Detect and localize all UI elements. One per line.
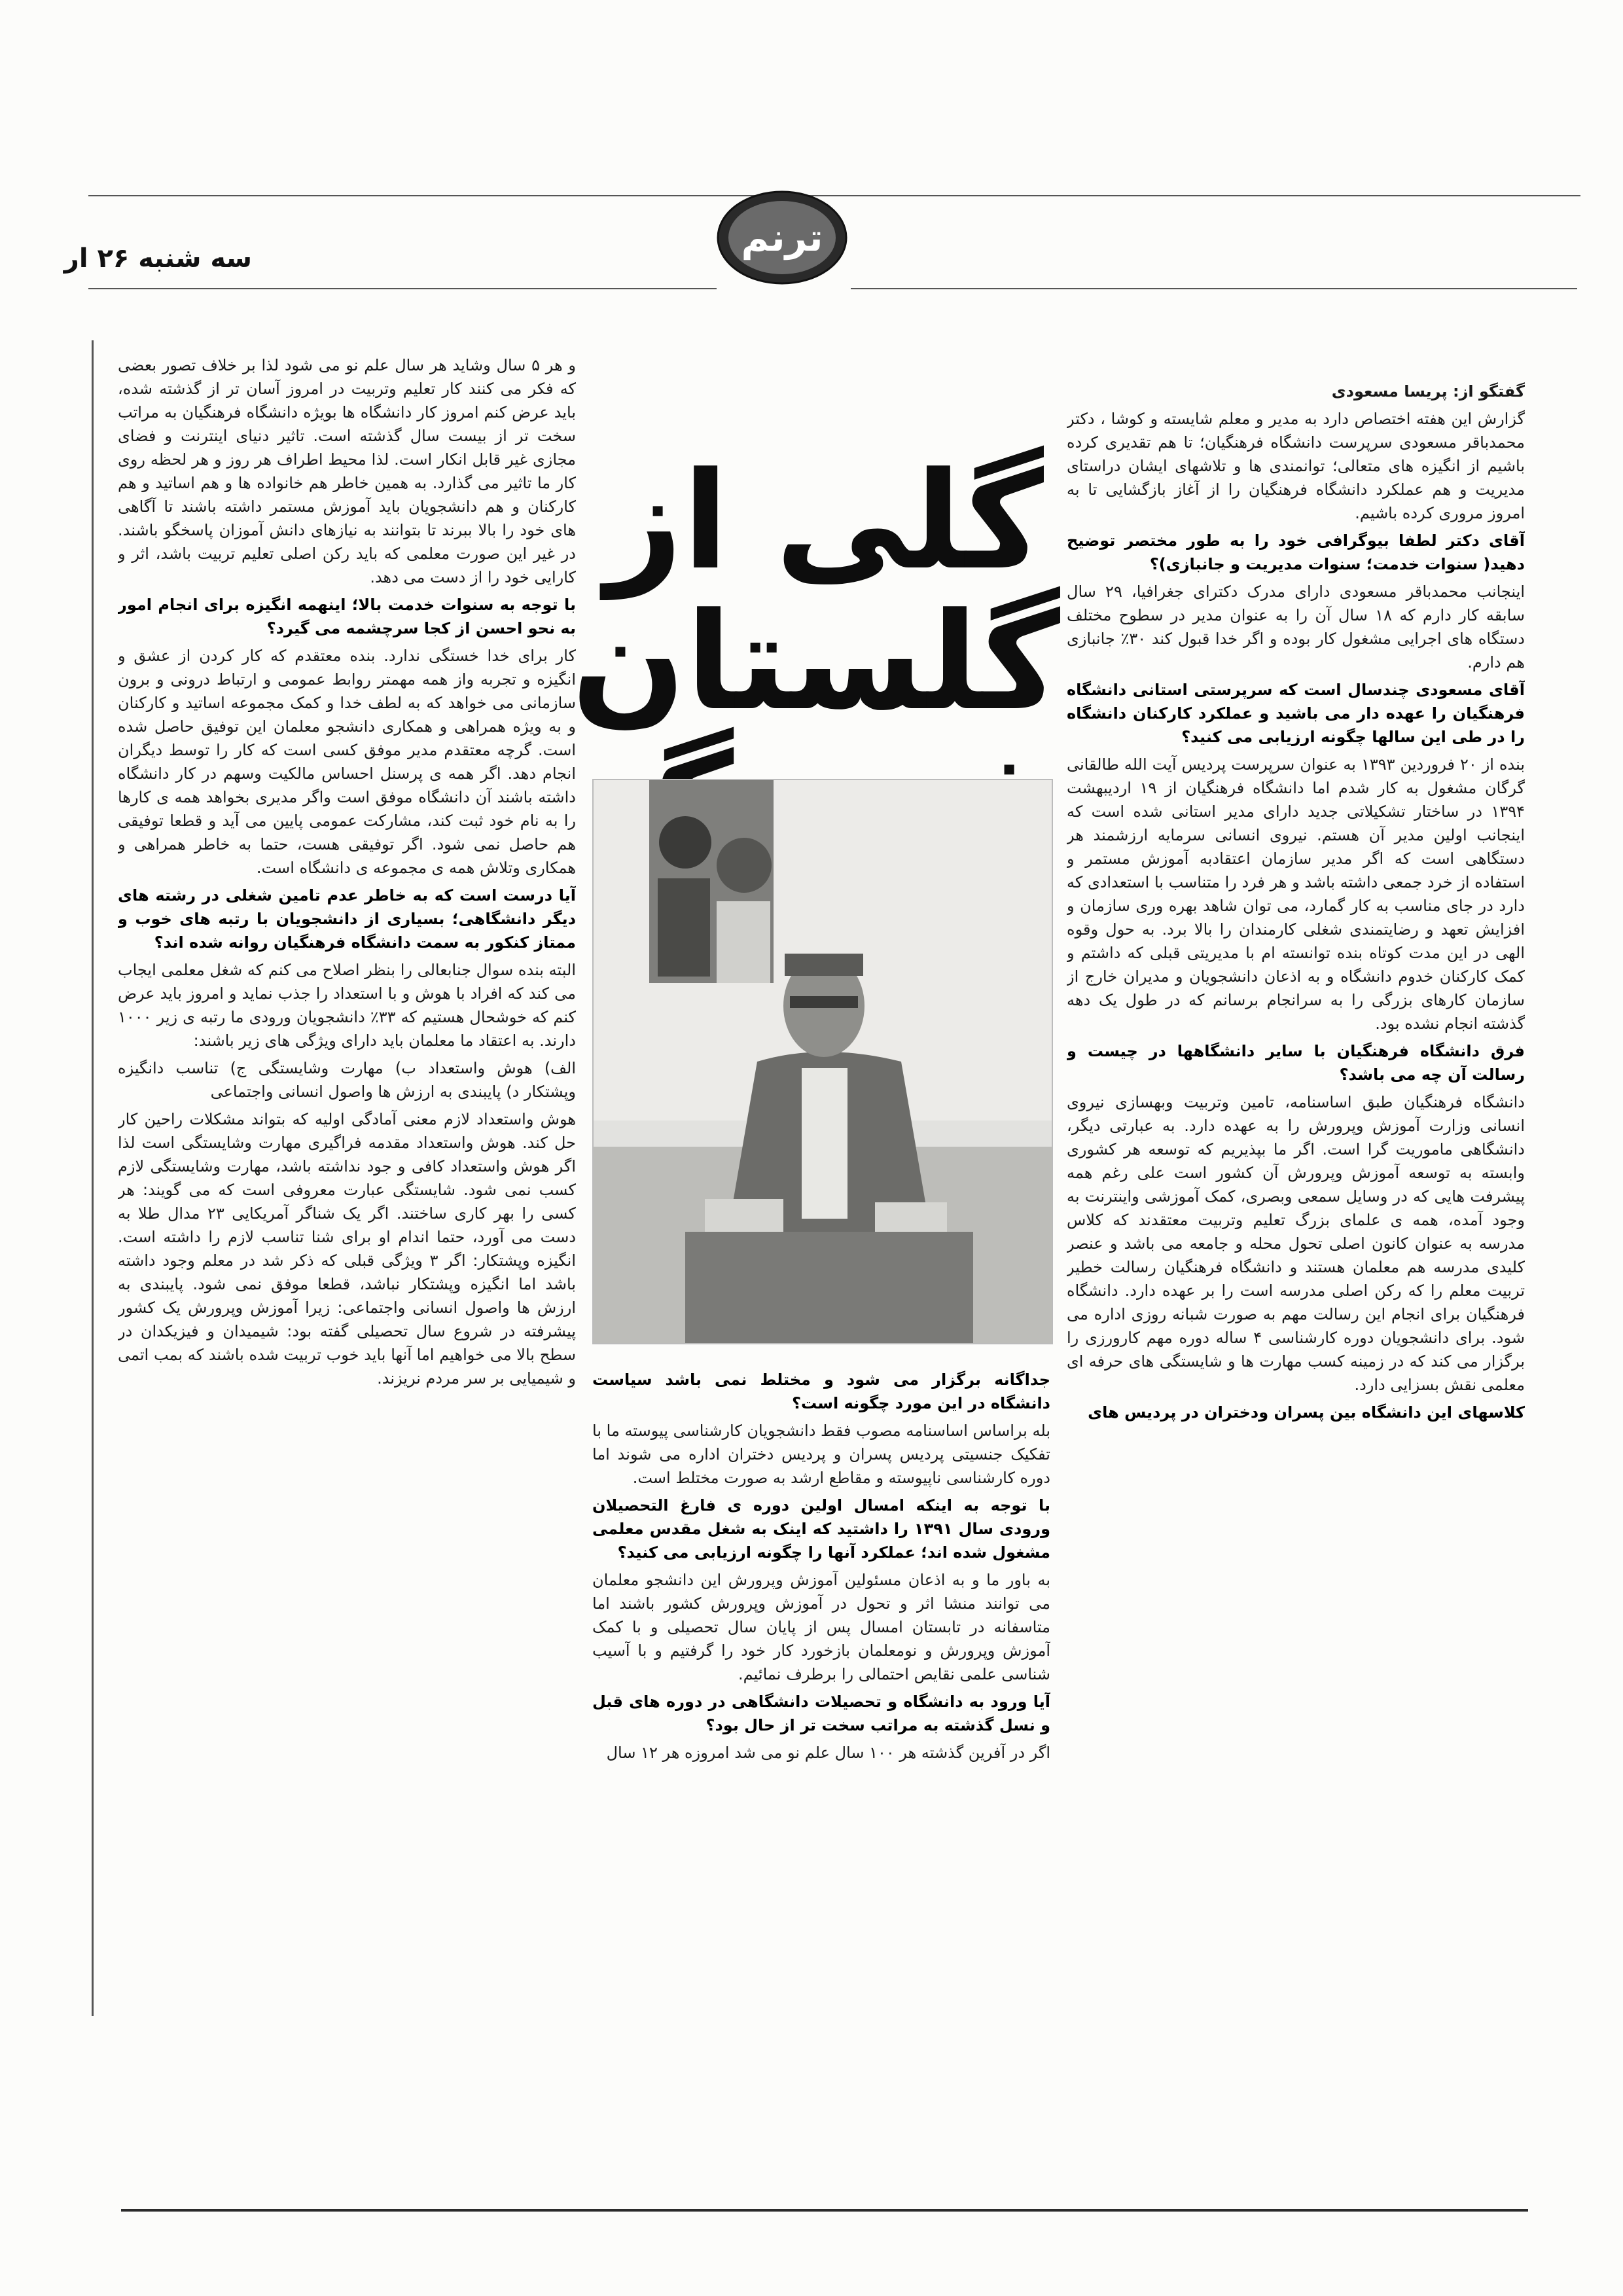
col-right-q1: آقای دکتر لطفا بیوگرافی خود را به طور مختصر توضیح دهید( سنوات خدمت؛ سنوات مدیریت و جانبازی)؟ <box>1067 531 1525 573</box>
col-right-p3: اینجانب محمدباقر مسعودی دارای مدرک دکترای جغرافیا، ۲۹ سال سابقه کار دارم که ۱۸ سال آن را به عنوان مدیر در سطوح مختلف دستگاه های اجرایی مشغول کار بوده و اگر خدا قبول کند ۳۰٪ جانبازی هم دارم. <box>1067 583 1525 672</box>
col-middle-p2: به باور ما و به اذعان مسئولین آموزش وپرورش این دانشجو معلمان می توانند منشا اثر و تحول در آموزش وپرورش کشور باشند اما متاسفانه در تابستان امسال پس از پایان سال تحصیلی و با کمک آموزش وپرورش و نومعلمان بازخورد کار خود را گرفتیم و با آسیب شناسی علمی نقایص احتمالی را برطرف نمائیم. <box>592 1571 1050 1683</box>
col-left-p3: البته بنده سوال جنابعالی را بنظر اصلاح می کنم که شغل معلمی ایجاب می کند که افراد با هوش و با استعداد را جذب نماید و امروز باید عرض کنم که خوشحال هستیم که ۳۳٪ دانشجویان ورودی ما رتبه ی زیر ۱۰۰۰ دارند. به اعتقاد ما معلمان باید دارای ویژگی های زیر باشند: <box>118 961 576 1050</box>
interview-photo <box>592 779 1053 1344</box>
publication-logo <box>713 187 851 288</box>
logo-text: ترنم <box>741 215 823 260</box>
col-right-p2: گزارش این هفته اختصاص دارد به مدیر و معلم شایسته و کوشا ، دکتر محمدباقر مسعودی سرپرست دانشگاه فرهنگیان؛ تا هم تقدیری کرده باشیم از انگیزه های متعالی؛ توانمندی ها و تلاشهای ایشان دراستای مدیریت و هم عملکرد دانشگاه فرهنگیان را از آغاز بازگشایی تا به امروز مروری کرده باشیم. <box>1067 410 1525 522</box>
col-left-p4: الف) هوش واستعداد ب) مهارت وشایستگی ج) تناسب دانگیزه وپشتکار د) پایبندی به ارزش ها واصول انسانی واجتماعی <box>118 1059 576 1101</box>
col-left-q1: با توجه به سنوات خدمت بالا؛ اینهمه انگیزه برای انجام امور به نحو احسن از کجا سرچشمه می گیرد؟ <box>118 596 576 637</box>
col-left-p5: هوش واستعداد لازم معنی آمادگی اولیه که بتواند مشکلات راحین کار حل کند. هوش واستعداد مقدمه فراگیری مهارت وشایستگی است لذا اگر هوش واستعداد کافی و جود نداشته باشد، مهارت وشایستگی لازم کسب نمی شود. شایستگی عبارت معروفی است که می گویند: هر کسی را بهر کاری ساختند. اگر یک شناگر آمریکایی ۲۳ مدال طلا به دست می آورد، حتما اندام او برای شنا تناسب لازم را داشته است. انگیزه وپشتکار: اگر ۳ ویژگی قبلی که ذکر شد در معلم وجود داشته باشد اما انگیزه وپشتکار نباشد، قطعا موفق نمی شود. پایبندی به ارزش ها واصول انسانی واجتماعی: زیرا آموزش وپرورش یک کشور پیشرفته در شروع سال تحصیلی گفته بود: شیمیدان و فیزیکدان در سطح بالا می خواهیم اما آنها باید خوب تربیت شده باشند که بمب اتمی و شیمیایی بر سر مردم نریزند. <box>118 1110 576 1388</box>
col-middle-q2: با توجه به اینکه امسال اولین دوره ی فارغ التحصیلان ورودی سال ۱۳۹۱ را داشتید که اینک به شغل مقدس معلمی مشغول شده اند؛ عملکرد آنها را چگونه ارزیابی می کنید؟ <box>592 1496 1050 1562</box>
col-right-p1: گفتگو از: پریسا مسعودی <box>1331 382 1525 401</box>
col-right-q2: آقای مسعودی چندسال است که سرپرستی استانی دانشگاه فرهنگیان را عهده دار می باشید و عملکرد کارکنان دانشگاه را در طی این سالها چگونه ارزیابی می کنید؟ <box>1067 681 1525 746</box>
column-left <box>118 353 576 2173</box>
footer-rule <box>121 2209 1528 2212</box>
col-middle-p3: اگر در آفرین گذشته هر ۱۰۰ سال علم نو می شد امروزه هر ۱۲ سال <box>606 1744 1050 1762</box>
header-rule-under-logo <box>88 288 717 289</box>
header-rule-under-logo-right <box>851 288 1577 289</box>
title-line-1: گلی از <box>605 444 1044 600</box>
title-line-2: گلستان <box>571 584 1060 740</box>
col-left-p2: کار برای خدا خستگی ندارد. بنده معتقدم که کار کردن از عشق و انگیزه و تجربه واز همه مهمتر روابط عمومی و ارتباط درونی و برون سازمانی می خواهد که به لطف خدا و کمک مجموعه اساتید و کارکنان و به ویژه همراهی و همکاری دانشجو معلمان این توفیق حاصل شده است. گرچه معتقدم مدیر موفق کسی است که کار را توسط دیگران انجام دهد. اگر همه ی پرسنل احساس مالکیت وسهم در کار دانشگاه داشته باشند آن دانشگاه موفق است واگر مدیری بخواهد همه ی کارها را به نام خود ثبت کند، مشارکت عمومی پایین می آید و قطعا توفیقی هم حاصل نمی شود. اگر توفیقی هست، حتما به خاطر همراهی و همکاری وتلاش همه ی مجموعه ی دانشگاه است. <box>118 647 576 877</box>
col-right-q4: کلاسهای این دانشگاه بین پسران ودختران در پردیس های <box>1088 1403 1525 1422</box>
col-right-q3: فرق دانشگاه فرهنگیان با سایر دانشگاهها در چیست و رسالت آن چه می باشد؟ <box>1067 1042 1525 1084</box>
issue-date: سه شنبه ۲۶ ار <box>63 243 252 274</box>
column-right <box>1067 380 1525 2173</box>
col-middle-q3: آیا ورود به دانشگاه و تحصیلات دانشگاهی در دوره های قبل و نسل گذشته به مراتب سخت تر از حال بود؟ <box>592 1693 1050 1734</box>
col-right-p5: دانشگاه فرهنگیان طبق اساسنامه، تامین وتربیت وبهسازی نیروی انسانی وزارت آموزش وپرورش را به عهده دارد. به عبارتی دیگر، دانشگاهی ماموریت گرا است. اگر ما بپذیریم که توسعه هر کشوری وابسته به توسعه آموزش وپرورش آن کشور است علی رغم همه پیشرفت هایی که در وسایل سمعی وبصری، کمک آموزشی واینترنت به وجود آمده، همه ی علمای بزرگ تعلیم وتربیت معتقدند که کلاس مدرسه به عنوان کانون اصلی تحول محله و جامعه می باشد و عنصر کلیدی مدرسه هم معلمان هستند و دانشگاه فرهنگیان رسالت خطیر تربیت معلم را که رکن اصلی مدرسه است را بر عهده دارد. دانشگاه فرهنگیان برای انجام این رسالت مهم به صورت شبانه روزی اداره می شود. برای دانشجویان دوره کارشناسی ۴ ساله دوره مهم کارورزی را برگزار می کند که در زمینه کسب مهارت ها و شایستگی های حرفه ای معلمی نقش بسزایی دارد. <box>1067 1093 1525 1394</box>
col-left-p1: و هر ۵ سال وشاید هر سال علم نو می شود لذا بر خلاف تصور بعضی که فکر می کنند کار تعلیم وتربیت در امروز آسان تر از گذشته شده، باید عرض کنم امروز کار دانشگاه ها بویژه دانشگاه فرهنگیان به مراتب سخت تر از بیست سال گذشته است. تاثیر دنیای اینترنت و فضای مجازی غیر قابل انکار است. لذا محیط اطراف هر روز و هر لحظه روی کار ما تاثیر می گذارد. به همین خاطر هم خانواده ها و هم اساتید و هم کارکنان و هم دانشجویان باید آموزش مستمر داشته باشند تا آگاهی های خود را بالا ببرند تا بتوانند به نیازهای دانش آموزان پاسخگو باشند. در غیر این صورت معلمی که باید رکن اصلی تعلیم تربیت باشد، اثر و کارایی خود را از دست می دهد. <box>118 356 576 586</box>
column-middle <box>592 1368 1050 2179</box>
photo-illustration <box>594 780 1052 1343</box>
column-divider-left <box>92 340 94 2016</box>
col-left-q2: آیا درست است که به خاطر عدم تامین شغلی در رشته های دیگر دانشگاهی؛ بسیاری از دانشجویان با رتبه های خوب و ممتاز کنکور به سمت دانشگاه فرهنگیان روانه شده اند؟ <box>118 886 576 952</box>
col-right-p4: بنده از ۲۰ فروردین ۱۳۹۳ به عنوان سرپرست پردیس آیت الله طالقانی گرگان مشغول به کار شدم اما دانشگاه فرهنگیان از ۱۹ اردیبهشت ۱۳۹۴ در ساختار تشکیلاتی جدید دارای مدیر استانی شده است که اینجانب اولین مدیر آن هستم. نیروی انسانی سرمایه ارزشمند هر دستگاهی است که اگر مدیر سازمان اعتقادبه آموزش مستمر و استفاده از خرد جمعی داشته باشد و هر فرد را متناسب با استعدادی که دارد در جای مناسب به کار گمارد، می توان شاهد بهره وری سازمان و افزایش تعهد و رضایتمندی شغلی کارمندان را بالا برد. به حول وقوه الهی در این مدت کوتاه بنده توانسته ام با مدیریتی قبلی که داشتم و کمک کارکنان خدوم دانشگاه و به اذعان دانشجویان و مدیران خارج از سازمان کارهای بزرگی را به سرانجام برسانم که در طول یک دهه گذشته انجام نشده بود. <box>1067 755 1525 1033</box>
col-middle-q1: جداگانه برگزار می شود و مختلط نمی باشد سیاست دانشگاه در این مورد چگونه است؟ <box>592 1371 1050 1412</box>
col-middle-p1: بله براساس اساسنامه مصوب فقط دانشجویان کارشناسی پیوسته ما با تفکیک جنسیتی پردیس پسران و پردیس دختران اداره می شوند اما دوره کارشناسی ناپیوسته و مقاطع ارشد به صورت مختلط است. <box>592 1422 1050 1487</box>
